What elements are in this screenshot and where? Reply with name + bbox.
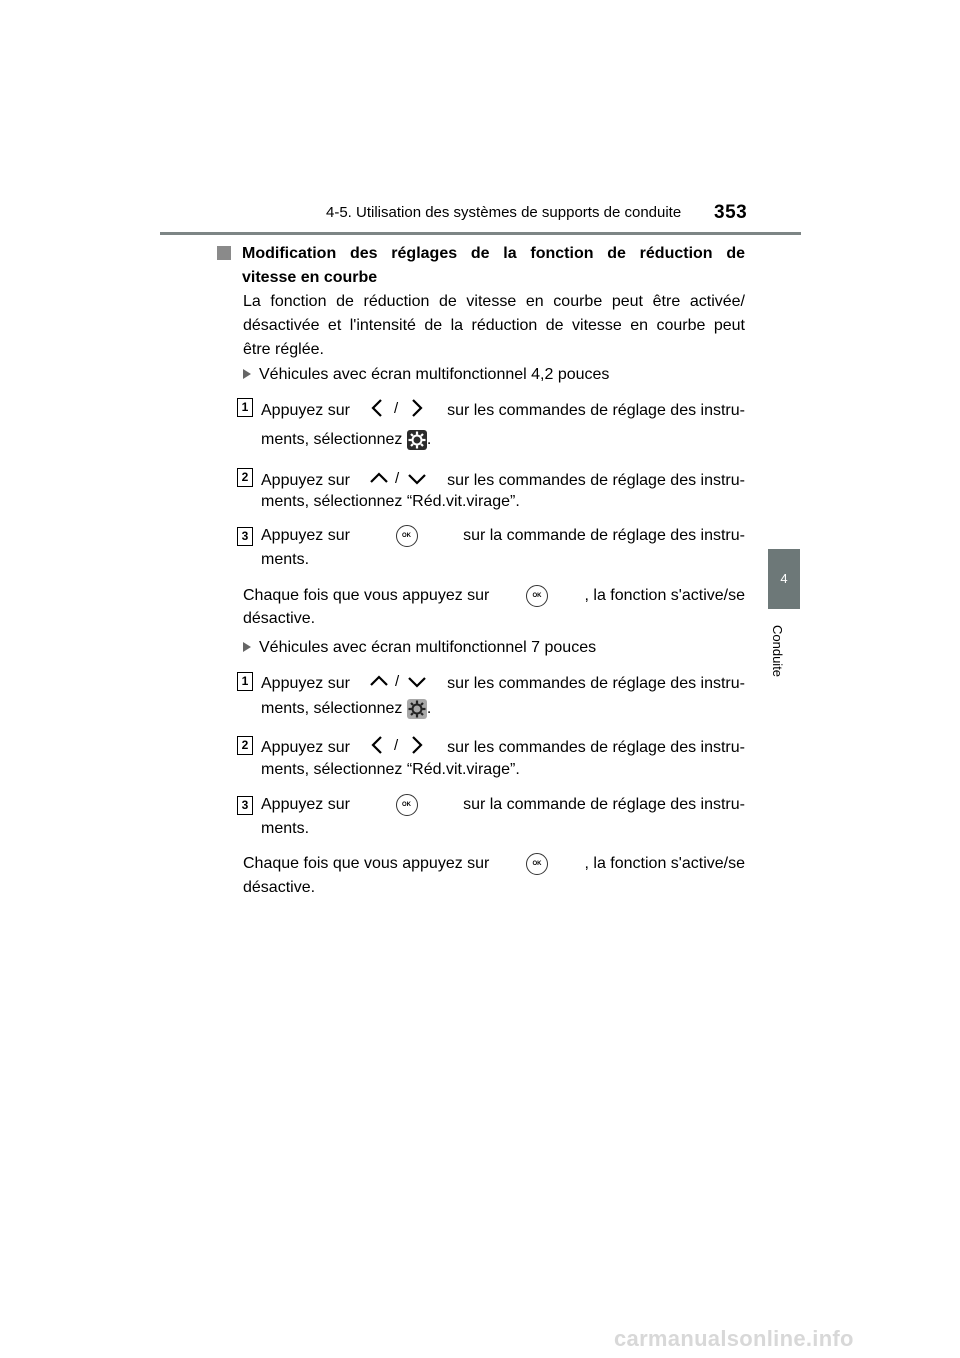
subsection-title-text: Véhicules avec écran multifonctionnel 4,2 pouces	[259, 366, 610, 383]
chevron-up-down-icons	[369, 670, 429, 697]
step-line	[261, 467, 745, 494]
step-text: .	[426, 700, 432, 718]
step-text: Appuyez sur	[261, 527, 350, 544]
step-line	[261, 794, 745, 816]
step-line	[261, 397, 745, 424]
step-number-box: 3	[237, 527, 253, 546]
svg-text:/: /	[393, 737, 398, 754]
note-text: Chaque fois que vous appuyez sur	[243, 587, 490, 604]
step-number-box: 3	[237, 796, 253, 815]
step-text: sur la commande de réglage des instru-	[463, 527, 745, 544]
intro-paragraph	[243, 290, 745, 362]
section-header: 4-5. Utilisation des systèmes de supports de conduite	[326, 204, 682, 221]
step-line-2	[261, 699, 431, 719]
step-number-box: 1	[237, 672, 253, 691]
triangle-bullet-icon	[243, 369, 251, 379]
ok-button-icon: OK	[526, 585, 548, 607]
heading-line-2: vitesse en courbe	[242, 269, 378, 286]
svg-text:/: /	[393, 400, 398, 417]
watermark: carmanualsonline.info	[614, 1326, 854, 1351]
step-text: sur les commandes de réglage des instru-	[447, 401, 745, 419]
note-line-2: désactive.	[243, 879, 316, 896]
step-number-box: 2	[237, 468, 253, 487]
step-text: Appuyez sur	[261, 796, 350, 813]
svg-text:/: /	[394, 470, 399, 487]
heading-line-1: Modification des réglages de la fonction de réduction de	[242, 245, 745, 262]
step-text: Appuyez sur	[261, 471, 350, 489]
intro-line-1: La fonction de réduction de vitesse en courbe peut être activée/	[243, 293, 745, 310]
subsection-title-text: Véhicules avec écran multifonctionnel 7 pouces	[259, 639, 597, 656]
note-line	[243, 585, 745, 607]
note-line	[243, 853, 745, 875]
note-text: , la fonction s'active/se	[584, 855, 745, 872]
step-number-box: 2	[237, 736, 253, 755]
settings-gear-icon	[407, 699, 427, 719]
page-number: 353	[714, 202, 748, 223]
step-text: sur les commandes de réglage des instru-	[447, 471, 745, 489]
step-number-box: 1	[237, 398, 253, 417]
ok-button-icon: OK	[396, 525, 418, 547]
step-line-2: ments.	[261, 551, 310, 568]
note-text: Chaque fois que vous appuyez sur	[243, 855, 490, 872]
section-heading	[217, 242, 745, 290]
svg-text:/: /	[394, 673, 399, 690]
ok-button-icon: OK	[526, 853, 548, 875]
step-text: Appuyez sur	[261, 401, 350, 419]
subsection-title-a	[243, 363, 609, 387]
header-divider	[160, 232, 801, 235]
step-text: sur la commande de réglage des instru-	[463, 796, 745, 813]
chevron-up-down-icons	[369, 467, 429, 494]
step-line	[261, 670, 745, 697]
step-text: sur les commandes de réglage des instru-	[447, 674, 745, 692]
subsection-title-b	[243, 636, 596, 660]
chapter-label: Conduite	[770, 625, 785, 678]
step-text: ments, sélectionnez	[261, 700, 403, 718]
step-line	[261, 525, 745, 547]
chevron-left-right-icons	[369, 397, 429, 424]
step-line-2: ments, sélectionnez “Réd.vit.virage”.	[261, 493, 520, 510]
step-text: sur les commandes de réglage des instru-	[447, 738, 745, 756]
chapter-tab: 4	[768, 549, 800, 609]
square-bullet-icon	[217, 246, 231, 260]
ok-button-icon: OK	[396, 794, 418, 816]
step-line-2	[261, 430, 431, 450]
note-line-2: désactive.	[243, 610, 316, 627]
step-text: .	[426, 431, 432, 449]
triangle-bullet-icon	[243, 642, 251, 652]
step-text: ments, sélectionnez	[261, 431, 403, 449]
intro-line-3: être réglée.	[243, 341, 324, 358]
intro-line-2: désactivée et l'intensité de la réduction de vitesse en courbe peut	[243, 317, 745, 334]
step-text: Appuyez sur	[261, 674, 350, 692]
note-text: , la fonction s'active/se	[584, 587, 745, 604]
chevron-left-right-icons	[369, 734, 429, 761]
step-line-2: ments.	[261, 820, 310, 837]
step-line	[261, 734, 745, 761]
settings-gear-icon	[407, 430, 427, 450]
step-text: Appuyez sur	[261, 738, 350, 756]
step-line-2: ments, sélectionnez “Réd.vit.virage”.	[261, 761, 520, 778]
